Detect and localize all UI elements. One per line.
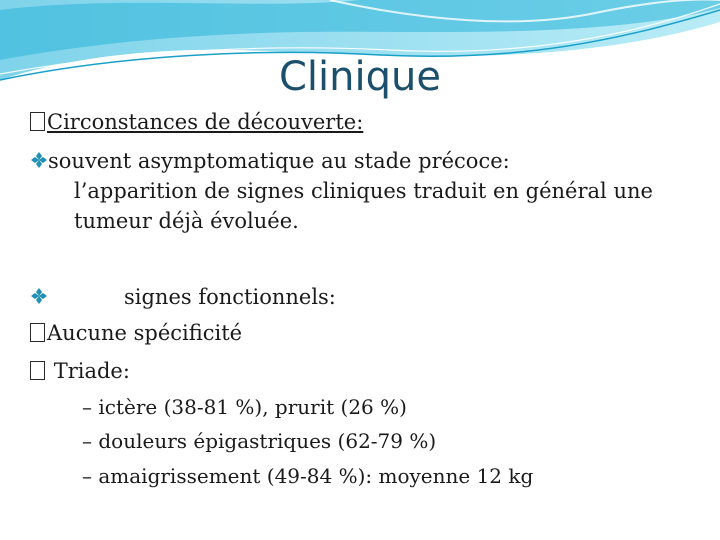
sub-item-text: Aucune spécificité [47,321,243,345]
bullet-text: souvent asymptomatique au stade précoce: [48,149,510,173]
bullet-line [30,282,700,312]
slide-title: Clinique [279,54,441,100]
bullet-line [30,146,700,176]
sub-item [30,318,700,348]
sub-item [30,356,700,386]
list-item: – ictère (38-81 %), prurit (26 %) [82,395,407,419]
heading-line [30,107,700,137]
list-item: – douleurs épigastriques (62-79 %) [82,429,437,453]
bullet-text: signes fonctionnels: [124,285,336,309]
bullet-continuation: tumeur déjà évoluée. [74,209,299,233]
list-item: – amaigrissement (49-84 %): moyenne 12 kg [82,464,534,488]
diamond-bullet-icon [30,287,48,305]
checkbox-icon [30,323,45,342]
bullet-continuation: l’apparition de signes cliniques traduit en général une [74,179,653,203]
checkbox-icon [30,361,45,380]
checkbox-icon [30,112,45,131]
sub-item-text: Triade: [53,359,130,383]
heading-text: Circonstances de découverte: [47,110,364,134]
diamond-bullet-icon [30,151,48,169]
